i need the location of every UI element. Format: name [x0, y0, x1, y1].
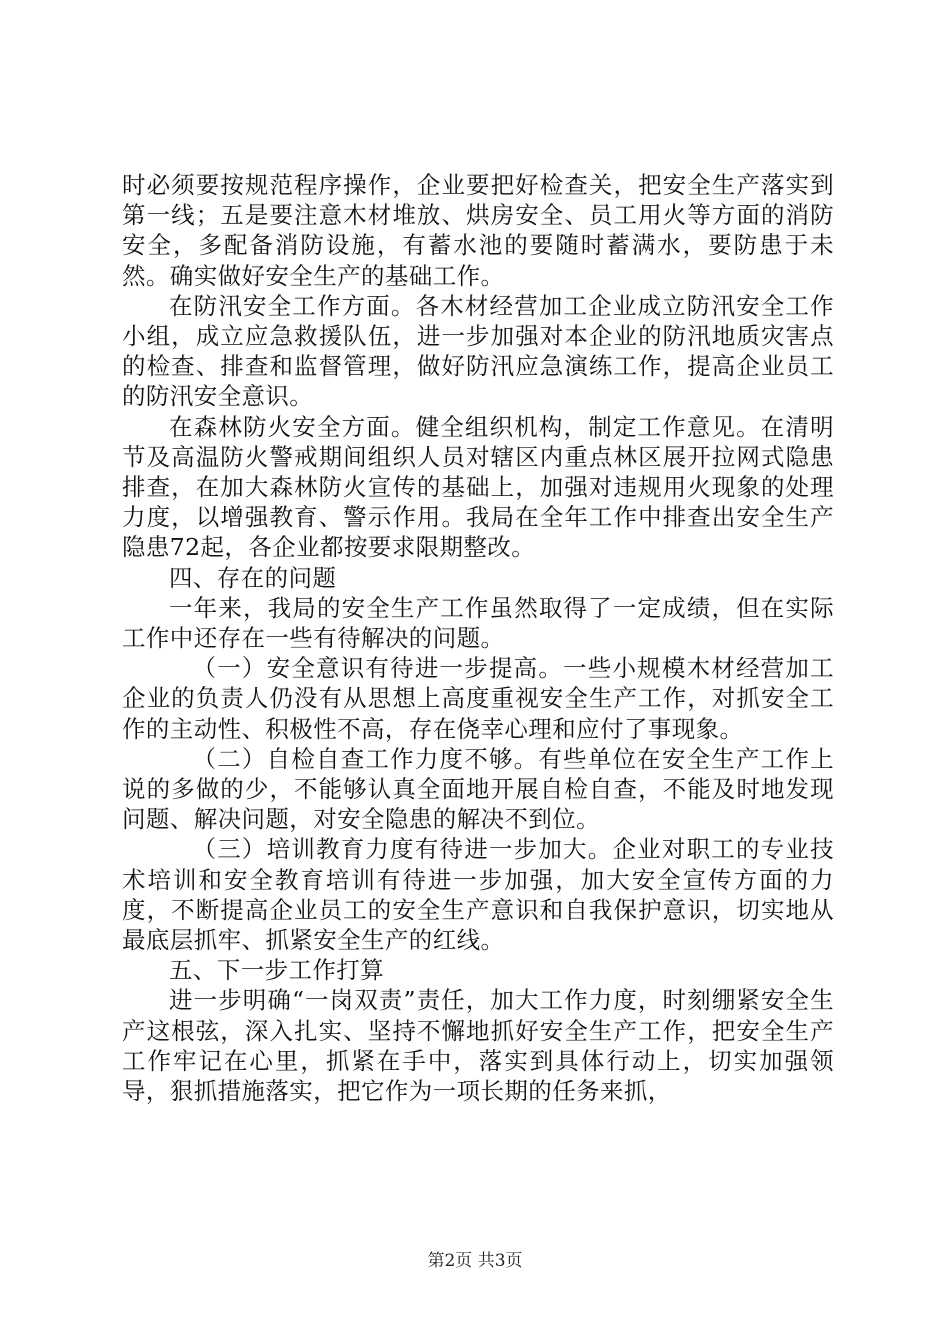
section-heading-problems: 四、存在的问题 — [169, 563, 337, 592]
paragraph-problem-2: （二）自检自查工作力度不够。有些单位在安全生产工作上说的多做的少，不能够认真全面地开展自检自查，不能及时地发现问题、解决问题，对安全隐患的解决不到位。 — [122, 744, 834, 834]
paragraph-problems-intro: 一年来，我局的安全生产工作虽然取得了一定成绩，但在实际工作中还存在一些有待解决的问题。 — [122, 593, 834, 653]
section-heading-next-steps: 五、下一步工作打算 — [169, 956, 385, 985]
page-number-footer: 第2页 共3页 — [427, 1251, 523, 1271]
paragraph-problem-3: （三）培训教育力度有待进一步加大。企业对职工的专业技术培训和安全教育培训有待进一步加强，加大安全宣传方面的力度，不断提高企业员工的安全生产意识和自我保护意识，切实地从最底层抓牢、抓紧安全生产的红线。 — [122, 835, 834, 955]
paragraph-flood-safety: 在防汛安全工作方面。各木材经营加工企业成立防汛安全工作小组，成立应急救援队伍，进一步加强对本企业的防汛地质灾害点的检查、排查和监督管理，做好防汛应急演练工作，提高企业员工的防汛安全意识。 — [122, 291, 834, 411]
paragraph-continued: 时必须要按规范程序操作，企业要把好检查关，把安全生产落实到第一线；五是要注意木材堆放、烘房安全、员工用火等方面的消防安全，多配备消防设施，有蓄水池的要随时蓄满水，要防患于未然。确实做好安全生产的基础工作。 — [122, 171, 834, 290]
document-body — [122, 170, 834, 1106]
paragraph-problem-1: （一）安全意识有待进一步提高。一些小规模木材经营加工企业的负责人仍没有从思想上高度重视安全生产工作，对抓安全工作的主动性、积极性不高，存在侥幸心理和应付了事现象。 — [122, 654, 834, 743]
paragraph-next-steps: 进一步明确“一岗双责”责任，加大工作力度，时刻绷紧安全生产这根弦，深入扎实、坚持不懈地抓好安全生产工作，把安全生产工作牢记在心里，抓紧在手中，落实到具体行动上，切实加强领导，狠抓措施落实，把它作为一项长期的任务来抓， — [122, 986, 834, 1106]
paragraph-forest-fire-safety: 在森林防火安全方面。健全组织机构，制定工作意见。在清明节及高温防火警戒期间组织人员对辖区内重点林区展开拉网式隐患排查，在加大森林防火宣传的基础上，加强对违规用火现象的处理力度，以增强教育、警示作用。我局在全年工作中排查出安全生产隐患72起，各企业都按要求限期整改。 — [122, 412, 834, 562]
